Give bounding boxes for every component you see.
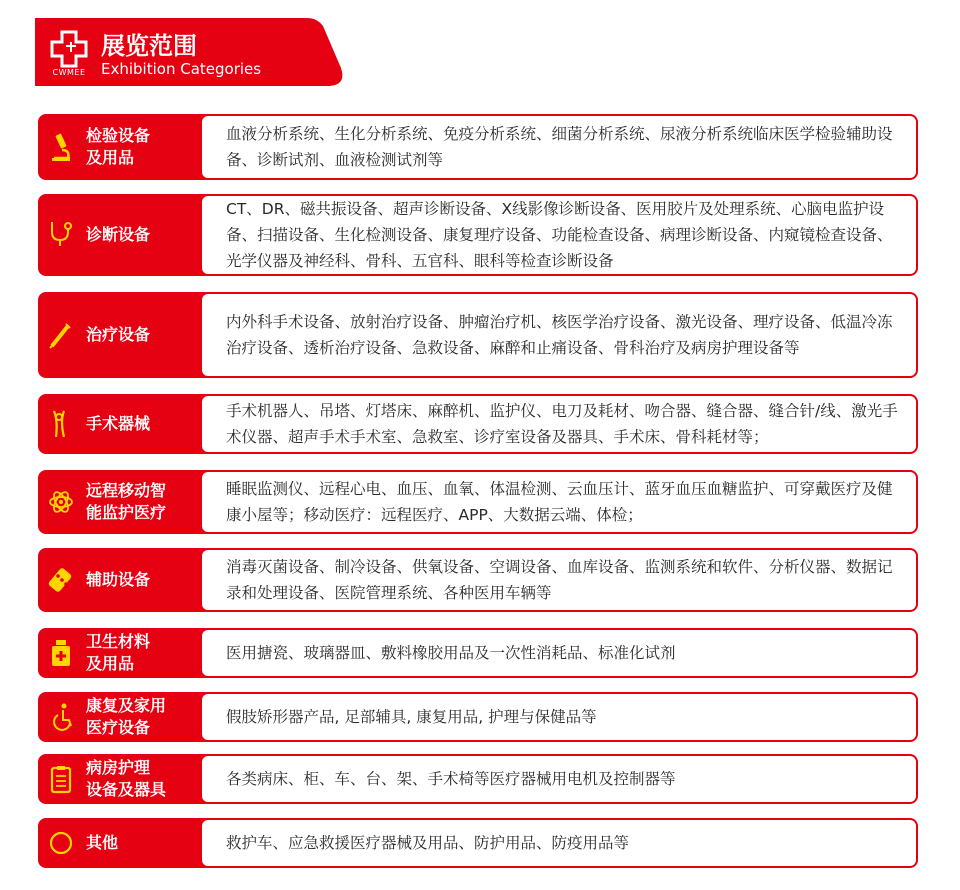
category-label-box <box>38 470 216 534</box>
forceps-icon <box>48 409 74 439</box>
category-content-box <box>200 818 918 868</box>
category-content-box <box>200 194 918 276</box>
category-row <box>38 292 918 378</box>
category-row <box>38 628 918 678</box>
category-content: 血液分析系统、生化分析系统、免疫分析系统、细菌分析系统、尿液分析系统临床医学检验辅助设备、诊断试剂、血液检测试剂等 <box>226 125 893 169</box>
category-label-box <box>38 548 216 612</box>
category-label-box <box>38 818 216 868</box>
syringe-icon <box>48 320 74 350</box>
category-label: 其他 <box>86 833 119 852</box>
category-content-box <box>200 692 918 742</box>
category-content-box <box>200 394 918 454</box>
category-label: 卫生材料 及用品 <box>86 632 151 673</box>
page-subtitle: Exhibition Categories <box>101 60 262 78</box>
category-label: 康复及家用 医疗设备 <box>86 696 167 737</box>
category-content: 消毒灭菌设备、制冷设备、供氧设备、空调设备、血库设备、监测系统和软件、分析仪器、数据记录和处理设备、医院管理系统、各种医用车辆等 <box>226 558 893 602</box>
category-label-box <box>38 628 216 678</box>
category-content-box <box>200 548 918 612</box>
category-label: 病房护理 设备及器具 <box>86 758 167 799</box>
category-content: 救护车、应急救援医疗器械及用品、防护用品、防疫用品等 <box>226 834 630 852</box>
medicine-bottle-icon <box>48 638 74 668</box>
category-row <box>38 818 918 868</box>
category-content-box <box>200 292 918 378</box>
category-content-box <box>200 628 918 678</box>
category-content: CT、DR、磁共振设备、超声诊断设备、X线影像诊断设备、医用胶片及处理系统、心脑电监护设备、扫描设备、生化检测设备、康复理疗设备、功能检查设备、病理诊断设备、内窥镜检查设备、光学仪器及神经科、骨科、五官科、眼科等检查诊断设备 <box>226 200 893 270</box>
category-row <box>38 754 918 804</box>
category-content: 医用搪瓷、玻璃器皿、敷料橡胶用品及一次性消耗品、标准化试剂 <box>226 644 676 662</box>
logo-text: CWMEE <box>52 68 86 77</box>
category-content-box <box>200 114 918 180</box>
category-row <box>38 470 918 534</box>
category-row <box>38 692 918 742</box>
section-header <box>35 18 345 86</box>
category-content-box <box>200 470 918 534</box>
category-content: 睡眠监测仪、远程心电、血压、血氧、体温检测、云血压计、蓝牙血压血糖监护、可穿戴医疗及健康小屋等；移动医疗：远程医疗、APP、大数据云端、体检； <box>226 480 893 524</box>
category-row <box>38 394 918 454</box>
category-content: 手术机器人、吊塔、灯塔床、麻醉机、监护仪、电刀及耗材、吻合器、缝合器、缝合针/线、激光手术仪器、超声手术手术室、急救室、诊疗室设备及器具、手术床、骨科耗材等； <box>226 402 898 446</box>
category-label: 治疗设备 <box>86 325 151 344</box>
category-label: 远程移动智 能监护医疗 <box>86 481 167 522</box>
category-label-box <box>38 292 216 378</box>
atom-icon <box>48 487 74 517</box>
category-content: 假肢矫形器产品, 足部辅具, 康复用品, 护理与保健品等 <box>226 708 597 726</box>
clipboard-icon <box>48 764 74 794</box>
category-label-box <box>38 754 216 804</box>
category-row <box>38 114 918 180</box>
category-label: 手术器械 <box>86 414 151 433</box>
microscope-icon <box>48 132 74 162</box>
category-label: 辅助设备 <box>86 570 151 589</box>
category-row <box>38 548 918 612</box>
category-row <box>38 194 918 276</box>
category-label: 诊断设备 <box>86 225 151 244</box>
pill-pack-icon <box>48 565 74 595</box>
stethoscope-icon <box>48 220 74 250</box>
category-label-box <box>38 394 216 454</box>
category-content: 内外科手术设备、放射治疗设备、肿瘤治疗机、核医学治疗设备、激光设备、理疗设备、低温冷冻治疗设备、透析治疗设备、急救设备、麻醉和止痛设备、骨科治疗及病房护理设备等 <box>226 313 893 357</box>
category-label-box <box>38 692 216 742</box>
page-title: 展览范围 <box>101 32 197 60</box>
category-label: 检验设备 及用品 <box>86 126 151 167</box>
category-label-box <box>38 194 216 276</box>
category-content-box <box>200 754 918 804</box>
circle-icon <box>48 828 74 858</box>
wheelchair-icon <box>48 702 74 732</box>
category-content: 各类病床、柜、车、台、架、手术椅等医疗器械用电机及控制器等 <box>226 770 676 788</box>
category-label-box <box>38 114 216 180</box>
